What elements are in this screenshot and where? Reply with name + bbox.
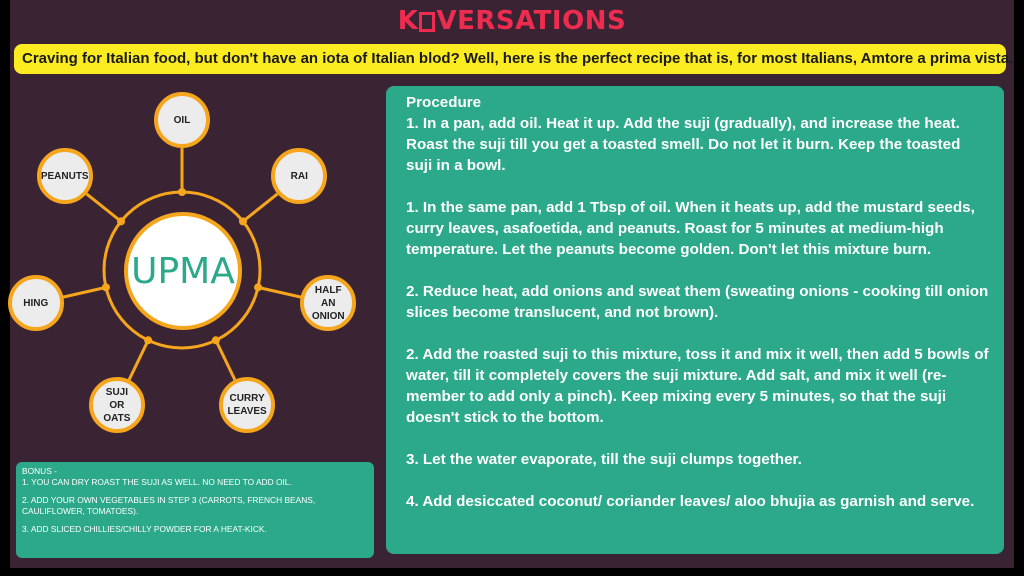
ingredient-label: [174, 114, 191, 127]
procedure-step: 2. Add the roasted suji to this mixture, toss it and mix it well, then add 5 bowls of water, till it completely covers the suji mixture. Add salt, and mix it well (re-member to add only a pinch). Keep mixing every 5 minutes, so that the suji doesn't stick to the bottom.: [406, 346, 989, 426]
ingredient-label: [312, 284, 345, 323]
procedure-step: 1. In a pan, add oil. Heat it up. Add the suji (gradually), and increase the heat. Roast the suji till you get a toasted smell. Do not let it burn. Keep the toasted suji in a bowl.: [406, 115, 961, 174]
procedure-step: 1. In the same pan, add 1 Tbsp of oil. When it heats up, add the mustard seeds, curry leaves, asafoetida, and peanuts. Roast for 5 minutes at medium-high temperature. Let the peanuts become golden. Don't let this mixture burn.: [406, 199, 975, 258]
bonus-item: 3. ADD SLICED CHILLIES/CHILLY POWDER FOR A HEAT-KICK.: [22, 524, 267, 534]
connector-dot: [254, 283, 262, 291]
connector-line: [258, 287, 301, 297]
bonus-item: 2. ADD YOUR OWN VEGETABLES IN STEP 3 (CARROTS, FRENCH BEANS, CAULIFLOWER, TOMATOES).: [22, 495, 316, 516]
procedure-step: 2. Reduce heat, add onions and sweat them (sweating onions - cooking till onion slices become translucent, and not brown).: [406, 283, 989, 321]
ingredient-label: [23, 297, 48, 310]
connector-dot: [239, 217, 247, 225]
right-border: [1014, 0, 1024, 576]
ingredient-label-line: CURRY: [229, 393, 265, 405]
ingredient-diagram: [10, 88, 380, 458]
ingredient-node: [89, 377, 145, 433]
ingredient-label-line: LEAVES: [227, 406, 267, 418]
connector-dot: [102, 283, 110, 291]
dish-name: UPMA: [124, 212, 242, 330]
connector-line: [216, 340, 235, 380]
ingredient-label-line: RAI: [290, 170, 308, 182]
ingredient-node: [219, 377, 275, 433]
logo-prefix: K: [397, 6, 419, 36]
procedure-step: 4. Add desiccated coconut/ coriander leaves/ aloo bhujia as garnish and serve.: [406, 493, 975, 510]
connector-dot: [212, 336, 220, 344]
ingredient-label: [41, 170, 89, 183]
ingredient-label-line: OIL: [173, 114, 191, 126]
connector-line: [129, 340, 148, 380]
ingredient-node: [154, 92, 210, 148]
connector-dot: [144, 336, 152, 344]
bonus-title: BONUS -: [22, 466, 57, 476]
ingredient-label-line: ONION: [311, 310, 345, 322]
ingredient-node: [37, 148, 93, 204]
procedure-title: Procedure: [406, 94, 482, 111]
ingredient-label: [291, 170, 308, 183]
logo-suffix: VERSATIONS: [436, 6, 627, 36]
connector-line: [243, 194, 277, 221]
procedure-step: 3. Let the water evaporate, till the suji clumps together.: [406, 451, 802, 468]
ingredient-label-line: OATS: [103, 412, 131, 424]
connector-dot: [178, 188, 186, 196]
ingredient-label-line: HING: [23, 297, 49, 309]
connector-line: [87, 194, 121, 221]
left-border: [0, 0, 10, 576]
connector-dot: [117, 217, 125, 225]
ingredient-label-line: HALF: [314, 284, 342, 296]
ingredient-node: [8, 275, 64, 331]
ingredient-label-line: SUJI: [105, 386, 129, 398]
ingredient-label-line: OR: [109, 399, 125, 411]
procedure-panel: [386, 86, 1004, 554]
bonus-item: 1. YOU CAN DRY ROAST THE SUJI AS WELL. NO NEED TO ADD OIL.: [22, 476, 292, 487]
ingredient-label: [103, 386, 130, 425]
connector-line: [63, 287, 106, 297]
speech-bubble-icon: [419, 12, 435, 32]
brand-logo: [0, 6, 1024, 36]
bottom-border: [0, 568, 1024, 576]
bonus-tips: [16, 462, 374, 558]
ingredient-label: [227, 392, 266, 418]
ingredient-label-line: PEANUTS: [40, 170, 89, 182]
ingredient-label-line: AN: [321, 297, 336, 309]
intro-banner: Craving for Italian food, but don't have an iota of Italian blod? Well, here is the perfect recipe that is, for most Italians, Amtore a prima vista.: [14, 44, 1006, 74]
